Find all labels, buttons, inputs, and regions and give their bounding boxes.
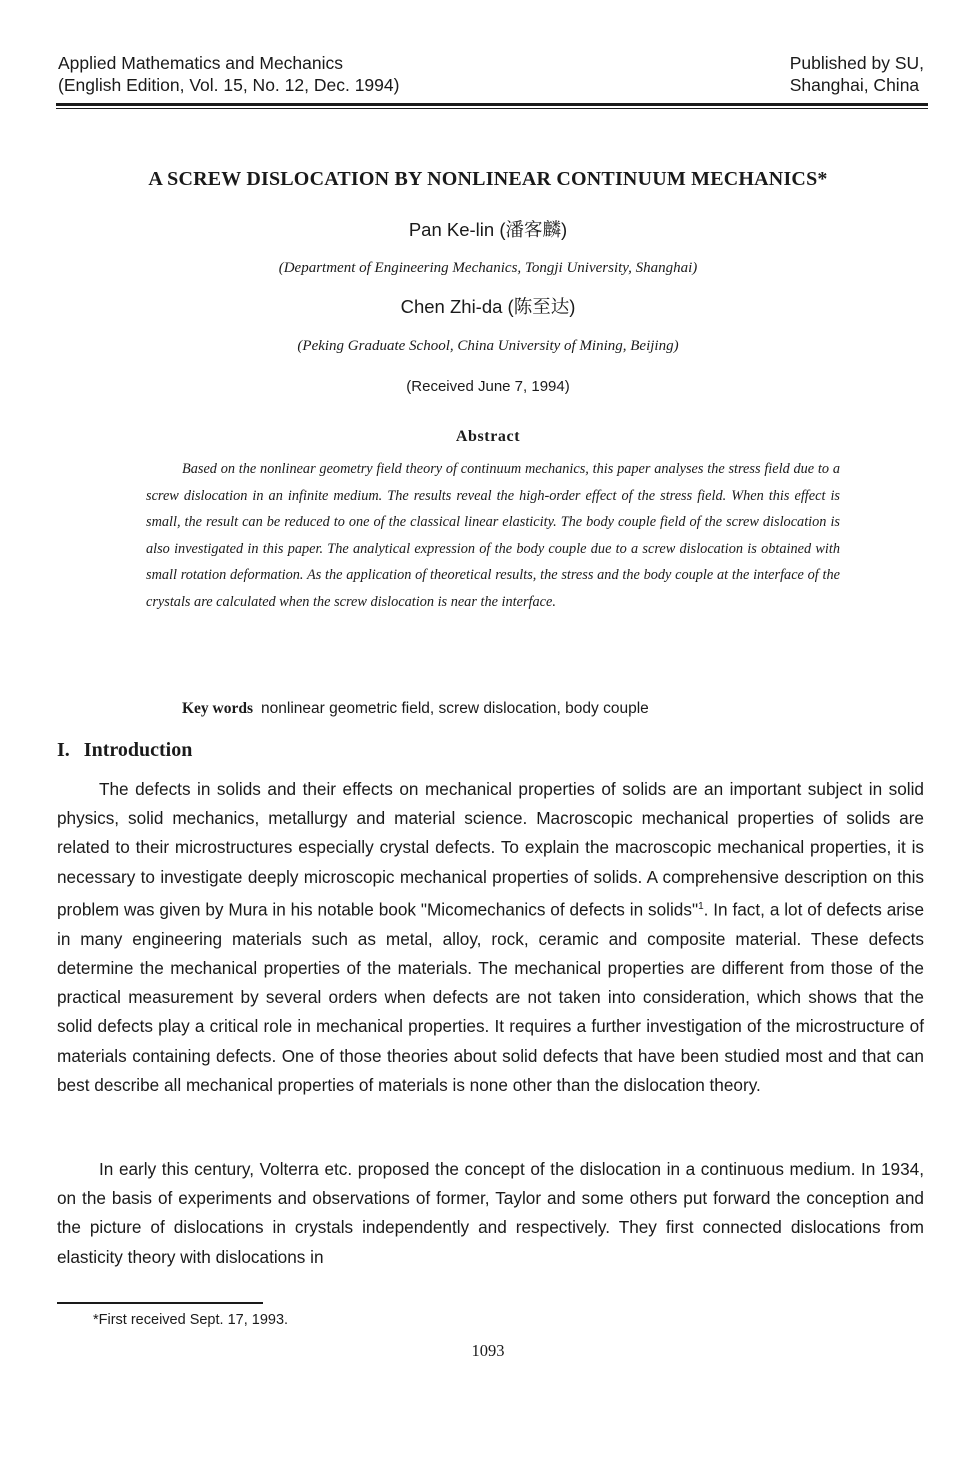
- publisher-location: Shanghai, China: [789, 75, 920, 95]
- header-rule-thin: [56, 108, 928, 109]
- citation-ref: 1: [698, 900, 704, 912]
- section-number: I.: [57, 739, 70, 761]
- publisher-name: Published by SU,: [789, 53, 924, 73]
- header-rule-thick: [56, 103, 928, 106]
- footnote: *First received Sept. 17, 1993.: [93, 1312, 289, 1328]
- keywords-text: nonlinear geometric field, screw dislocation, body couple: [261, 700, 649, 717]
- abstract-text: Based on the nonlinear geometry field theory of continuum mechanics, this paper analyses the stress field due to a screw dislocation in an infinite medium. The results reveal the high-order effect of the stress field. When this effect is small, the result can be reduced to one of the classical linear elasticity. The body couple field of the screw dislocation is also investigated in this paper. The analytical expression of the body couple due to a screw dislocation is obtained with small rotation deformation. As the application of theoretical results, the stress and the body couple at the interface of the crystals are calculated when the screw dislocation is near the interface.: [146, 461, 840, 610]
- paragraph-2: In early this century, Volterra etc. proposed the concept of the dislocation in a continuous medium. In 1934, on the basis of experiments and observations of former, Taylor and some others put forward the conception and the picture of dislocations in crystals independently and respectively. They first connected dislocations from elasticity theory with dislocations in: [57, 1159, 924, 1267]
- section-heading: [57, 739, 192, 762]
- abstract-heading: Abstract: [455, 428, 521, 445]
- journal-header: [58, 52, 399, 96]
- received-date: (Received June 7, 1994): [406, 378, 570, 395]
- section-title: Introduction: [83, 739, 193, 761]
- author-2: Chen Zhi-da (陈至达): [400, 296, 576, 317]
- page-number: 1093: [471, 1341, 505, 1360]
- paper-title: A SCREW DISLOCATION BY NONLINEAR CONTINUUM MECHANICS*: [148, 168, 828, 190]
- journal-name: Applied Mathematics and Mechanics: [58, 53, 344, 73]
- journal-edition: (English Edition, Vol. 15, No. 12, Dec. 1994): [58, 75, 400, 95]
- affiliation-2: (Peking Graduate School, China University of Mining, Beijing): [297, 338, 679, 354]
- author-1: Pan Ke-lin (潘客麟): [408, 219, 568, 240]
- paragraph-1-text-a: The defects in solids and their effects on mechanical properties of solids are an important subject in solid physics, solid mechanics, metallurgy and material science. Macroscopic mechanical properties of solids are related to their microstructures especially crystal defects. To explain the macroscopic mechanical properties, it is necessary to investigate deeply microscopic mechanical properties of solids. A comprehensive description on this problem was given by Mura in his notable book "Micomechanics of defects in solids": [57, 779, 924, 920]
- publisher-header: [790, 52, 924, 96]
- affiliation-1: (Department of Engineering Mechanics, Tongji University, Shanghai): [278, 260, 698, 276]
- paragraph-1: [57, 775, 924, 1100]
- keywords-label: Key words: [182, 700, 254, 717]
- keywords: [182, 700, 649, 718]
- footnote-rule: [57, 1302, 263, 1304]
- paragraph-1-text-b: . In fact, a lot of defects arise in many engineering materials such as metal, alloy, rock, ceramic and composite material. These defects determine the mechanical properties of the materials. The mechanical properties are different from those of the practical measurement by several orders when defects are not taken into consideration, which shows that the solid defects play a critical role in mechanical properties. It requires a further investigation of the microstructure of materials containing defects. One of those theories about solid defects that have been studied most and that can best describe all mechanical properties of materials is none other than the dislocation theory.: [57, 899, 924, 1095]
